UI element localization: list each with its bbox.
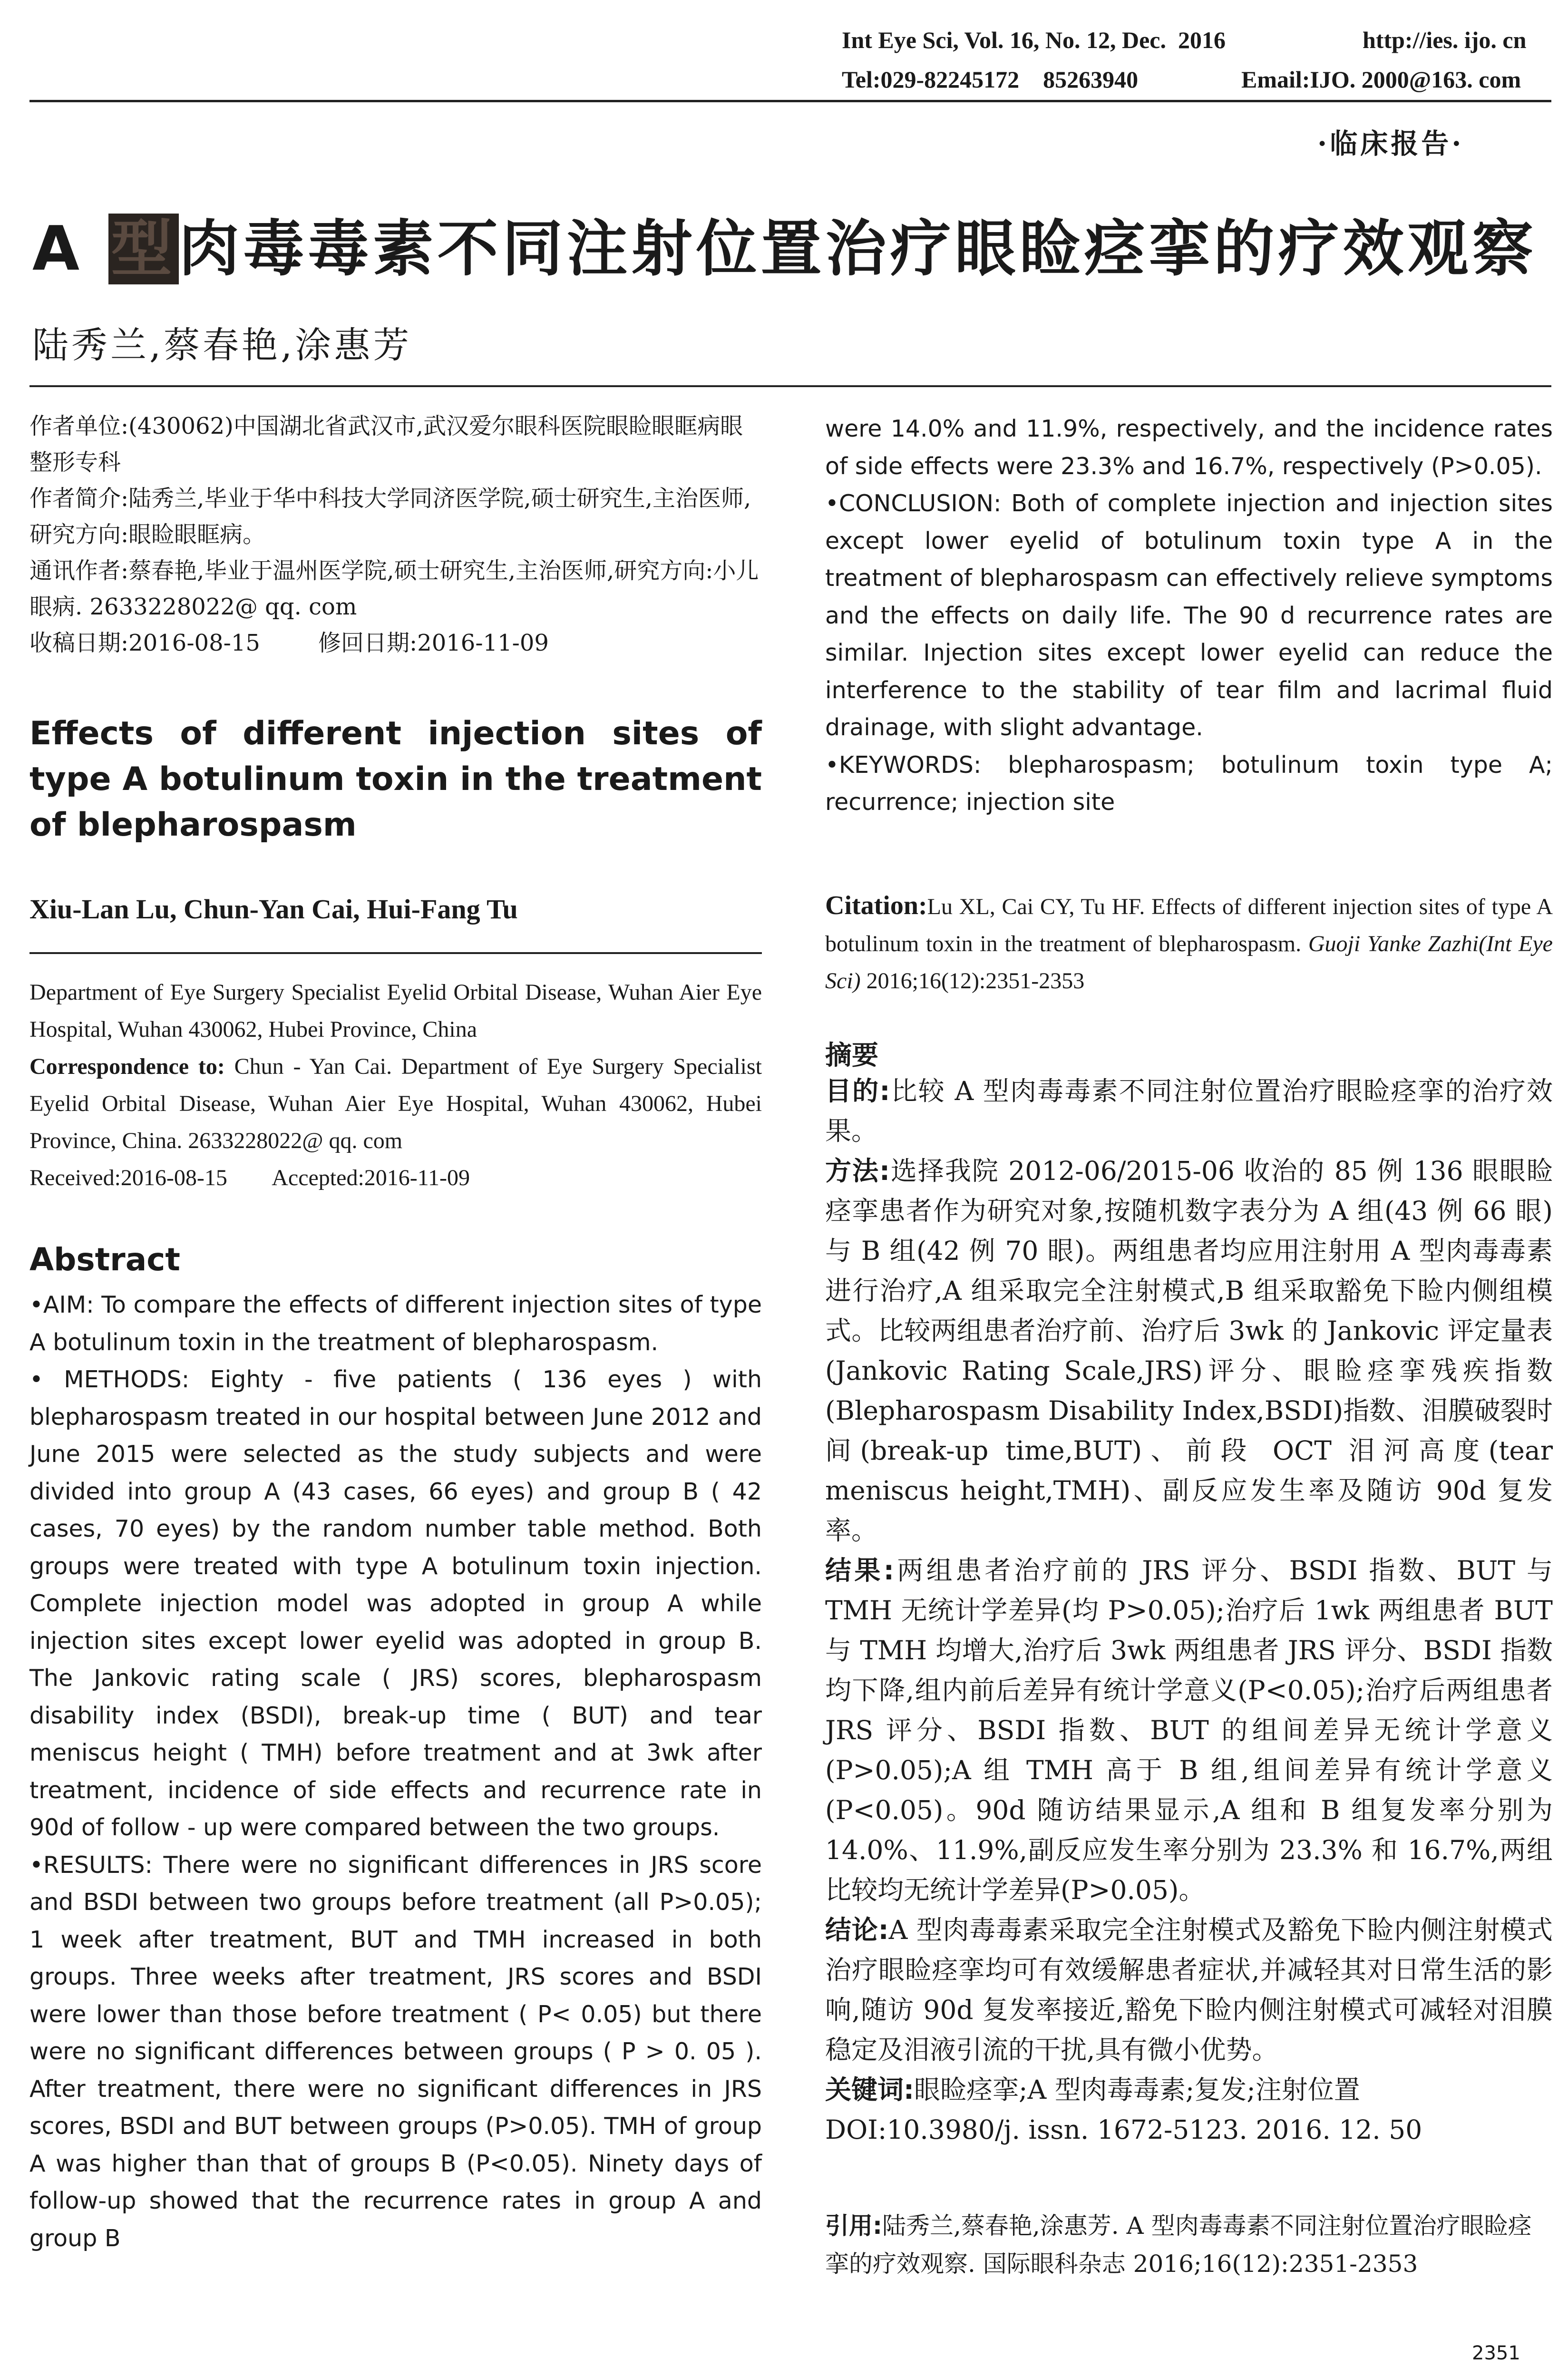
title-prefix: A [32, 214, 108, 284]
section-label: ·临床报告· [1317, 127, 1464, 160]
cn-citation-label: 引用: [825, 2212, 882, 2240]
cn-methods-text: 选择我院 2012-06/2015-06 收治的 85 例 136 眼眼睑痉挛患者作为研究对象,按随机数字表分为 A 组(43 例 66 眼)与 B 组(42 例 70 眼)。两组患者均应用注射用 A 型肉毒毒素进行治疗,A 组采取完全注射模式,B 组采取豁免下睑内侧组模式。比较两组患者治疗前、治疗后 3wk 的 Jankovic 评定量表(Jankovic Rating Scale,JRS)评分、眼睑痉挛残疾指数(Blepharospasm Disability Index,BSDI)指数、泪膜破裂时间(break-up time,BUT)、前段 OCT 泪河高度(tear meniscus height,TMH)、副反应发生率及随访 90d 复发率。 [825, 1156, 1553, 1546]
english-authors: Xiu-Lan Lu, Chun-Yan Cai, Hui-Fang Tu [29, 894, 518, 925]
affiliation [29, 974, 762, 1197]
page-number: 2351 [1472, 2342, 1520, 2364]
correspondence-label: Correspondence to: [29, 1054, 225, 1079]
cn-abstract [825, 1071, 1553, 2150]
cn-methods-label: 方法: [825, 1156, 890, 1186]
abstract-conclusion: •CONCLUSION: Both of complete injection and injection sites except lower eyelid of botulinum toxin type A in the treatment of blepharospasm can effectively relieve symptoms and the effects on daily life. The 90 d recurrence rates are similar. Injection sites except lower eyelid can reduce the interference to the stability of tear film and lacrimal fluid drainage, with slight advantage. [825, 490, 1553, 741]
cn-keywords [825, 2070, 1553, 2110]
english-title: Effects of different injection sites of type A botulinum toxin in the treatment of blepharospasm [29, 715, 762, 844]
corresponding-author: 通讯作者:蔡春艳,毕业于温州医学院,硕士研究生,主治医师,研究方向:小儿眼病. 2633228022@ qq. com [29, 557, 759, 620]
department: Department of Eye Surgery Specialist Eyelid Orbital Disease, Wuhan Aier Eye Hospital, Wuhan 430062, Hubei Province, China [29, 980, 762, 1042]
cn-aim-label: 目的: [825, 1076, 890, 1106]
header-rule [29, 100, 1551, 102]
abstract-aim: •AIM: To compare the effects of different injection sites of type A botulinum toxin in the treatment of blepharospasm. [29, 1291, 762, 1356]
abstract-results: •RESULTS: There were no significant differences in JRS score and BSDI between two groups before treatment (all P>0.05); 1 week after treatment, BUT and TMH increased in both groups. Three weeks after treatment, JRS scores and BSDI were lower than those before treatment ( P< 0.05) but there were no significant differences between groups ( P > 0. 05 ). After treatment, there were no significant differences in JRS scores, BSDI and BUT between groups (P>0.05). TMH of group A was higher than that of groups B (P<0.05). Ninety days of follow-up showed that the recurrence rates in group A and group B [29, 1851, 762, 2252]
author-profile: 作者简介:陆秀兰,毕业于华中科技大学同济医学院,硕士研究生,主治医师,研究方向:眼睑眼眶病。 [29, 485, 751, 548]
title-rule [29, 385, 1551, 387]
abstract-right [825, 410, 1553, 821]
abstract-keywords: •KEYWORDS: blepharospasm; botulinum toxin type A; recurrence; injection site [825, 751, 1553, 816]
correspondence [29, 1048, 762, 1159]
abstract-results-cont: were 14.0% and 11.9%, respectively, and the incidence rates of side effects were 23.3% and 16.7%, respectively (P>0.05). [825, 415, 1553, 480]
citation-text: Lu XL, Cai CY, Tu HF. Effects of different injection sites of type A botulinum toxin in the treatment of blepharospasm. [825, 894, 1553, 956]
abstract-heading: Abstract [29, 1241, 180, 1278]
journal-info: Int Eye Sci, Vol. 16, No. 12, Dec. 2016 [842, 27, 1226, 53]
cn-results-text: 两组患者治疗前的 JRS 评分、BSDI 指数、BUT 与 TMH 无统计学差异(均 P>0.05);治疗后 1wk 两组患者 BUT 与 TMH 均增大,治疗后 3wk 两组患者 JRS 评分、BSDI 指数均下降,组内前后差异有统计学意义(P<0.05);治疗后两组患者 JRS 评分、BSDI 指数、BUT 的组间差异无统计学意义(P>0.05);A 组 TMH 高于 B 组,组间差异有统计学意义(P<0.05)。90d 随访结果显示,A 组和 B 组复发率分别为 14.0%、11.9%,副反应发生率分别为 23.3% 和 16.7%,两组比较均无统计学差异(P>0.05)。 [825, 1555, 1553, 1905]
journal-tel: Tel:029-82245172 85263940 [842, 66, 1139, 93]
abstract-methods: • METHODS: Eighty - five patients ( 136 eyes ) with blepharospasm treated in our hospital between June 2012 and June 2015 were selected as the study subjects and were divided into group A (43 cases, 66 eyes) and group B ( 42 cases, 70 eyes) by the random number table method. Both groups were treated with type A botulinum toxin injection. Complete injection model was adopted in group A while injection sites except lower eyelid was adopted in group B. The Jankovic rating scale ( JRS) scores, blepharospasm disability index (BSDI), break-up time ( BUT) and tear meniscus height ( TMH) before treatment and at 3wk after treatment, incidence of side effects and recurrence rate in 90d of follow - up were compared between the two groups. [29, 1366, 762, 1841]
cn-doi: DOI:10.3980/j. issn. 1672-5123. 2016. 12. 50 [825, 2114, 1422, 2145]
correspondence-text: Chun - Yan Cai. Department of Eye Surgery Specialist Eyelid Orbital Disease, Wuhan Aier Eye Hospital, Wuhan 430062, Hubei Province, China. 2633228022@ qq. com [29, 1054, 762, 1153]
cn-methods [825, 1151, 1553, 1550]
cn-conclusion-label: 结论: [825, 1915, 889, 1945]
title-highlight: 型 [108, 214, 179, 284]
author-info [29, 408, 762, 661]
cn-aim-text: 比较 A 型肉毒毒素不同注射位置治疗眼睑痉挛的治疗效果。 [825, 1076, 1553, 1146]
cn-results-label: 结果: [825, 1555, 894, 1586]
journal-email[interactable]: Email:IJO. 2000@163. com [1241, 66, 1521, 93]
cn-conclusion [825, 1910, 1553, 2070]
cn-results [825, 1550, 1553, 1910]
cn-citation-text: 陆秀兰,蔡春艳,涂惠芳. A 型肉毒毒素不同注射位置治疗眼睑痉挛的疗效观察. 国际眼科杂志 2016;16(12):2351-2353 [825, 2212, 1532, 2278]
title-rest: 肉毒毒素不同注射位置治疗眼睑痉挛的疗效观察 [178, 214, 1537, 284]
abstract-left [29, 1286, 762, 2257]
cn-abstract-heading: 摘要 [825, 1040, 878, 1071]
journal-url[interactable]: http://ies. ijo. cn [1363, 27, 1527, 53]
citation-label: Citation: [825, 891, 927, 920]
author-unit: 作者单位:(430062)中国湖北省武汉市,武汉爱尔眼科医院眼睑眼眶病眼整形专科 [29, 413, 743, 476]
cn-keywords-text: 眼睑痉挛;A 型肉毒毒素;复发;注射位置 [914, 2075, 1360, 2105]
authors-cn: 陆秀兰,蔡春艳,涂惠芳 [32, 324, 412, 366]
cn-citation [825, 2207, 1553, 2283]
page-title [32, 200, 1537, 287]
cn-aim [825, 1071, 1553, 1151]
cn-keywords-label: 关键词: [825, 2075, 914, 2105]
received-accepted: Received:2016-08-15 Accepted:2016-11-09 [29, 1165, 470, 1190]
citation [825, 887, 1553, 1000]
received-dates: 收稿日期:2016-08-15 修回日期:2016-11-09 [29, 630, 549, 656]
cn-conclusion-text: A 型肉毒毒素采取完全注射模式及豁免下睑内侧注射模式治疗眼睑痉挛均可有效缓解患者症状,并减轻其对日常生活的影响,随访 90d 复发率接近,豁免下睑内侧注射模式可减轻对泪膜稳定及泪液引流的干扰,具有微小优势。 [825, 1915, 1553, 2065]
citation-tail: 2016;16(12):2351-2353 [860, 968, 1085, 994]
authors-rule [29, 952, 762, 954]
citation-journal: Guoji Yanke Zazhi(Int Eye Sci) [825, 931, 1553, 994]
